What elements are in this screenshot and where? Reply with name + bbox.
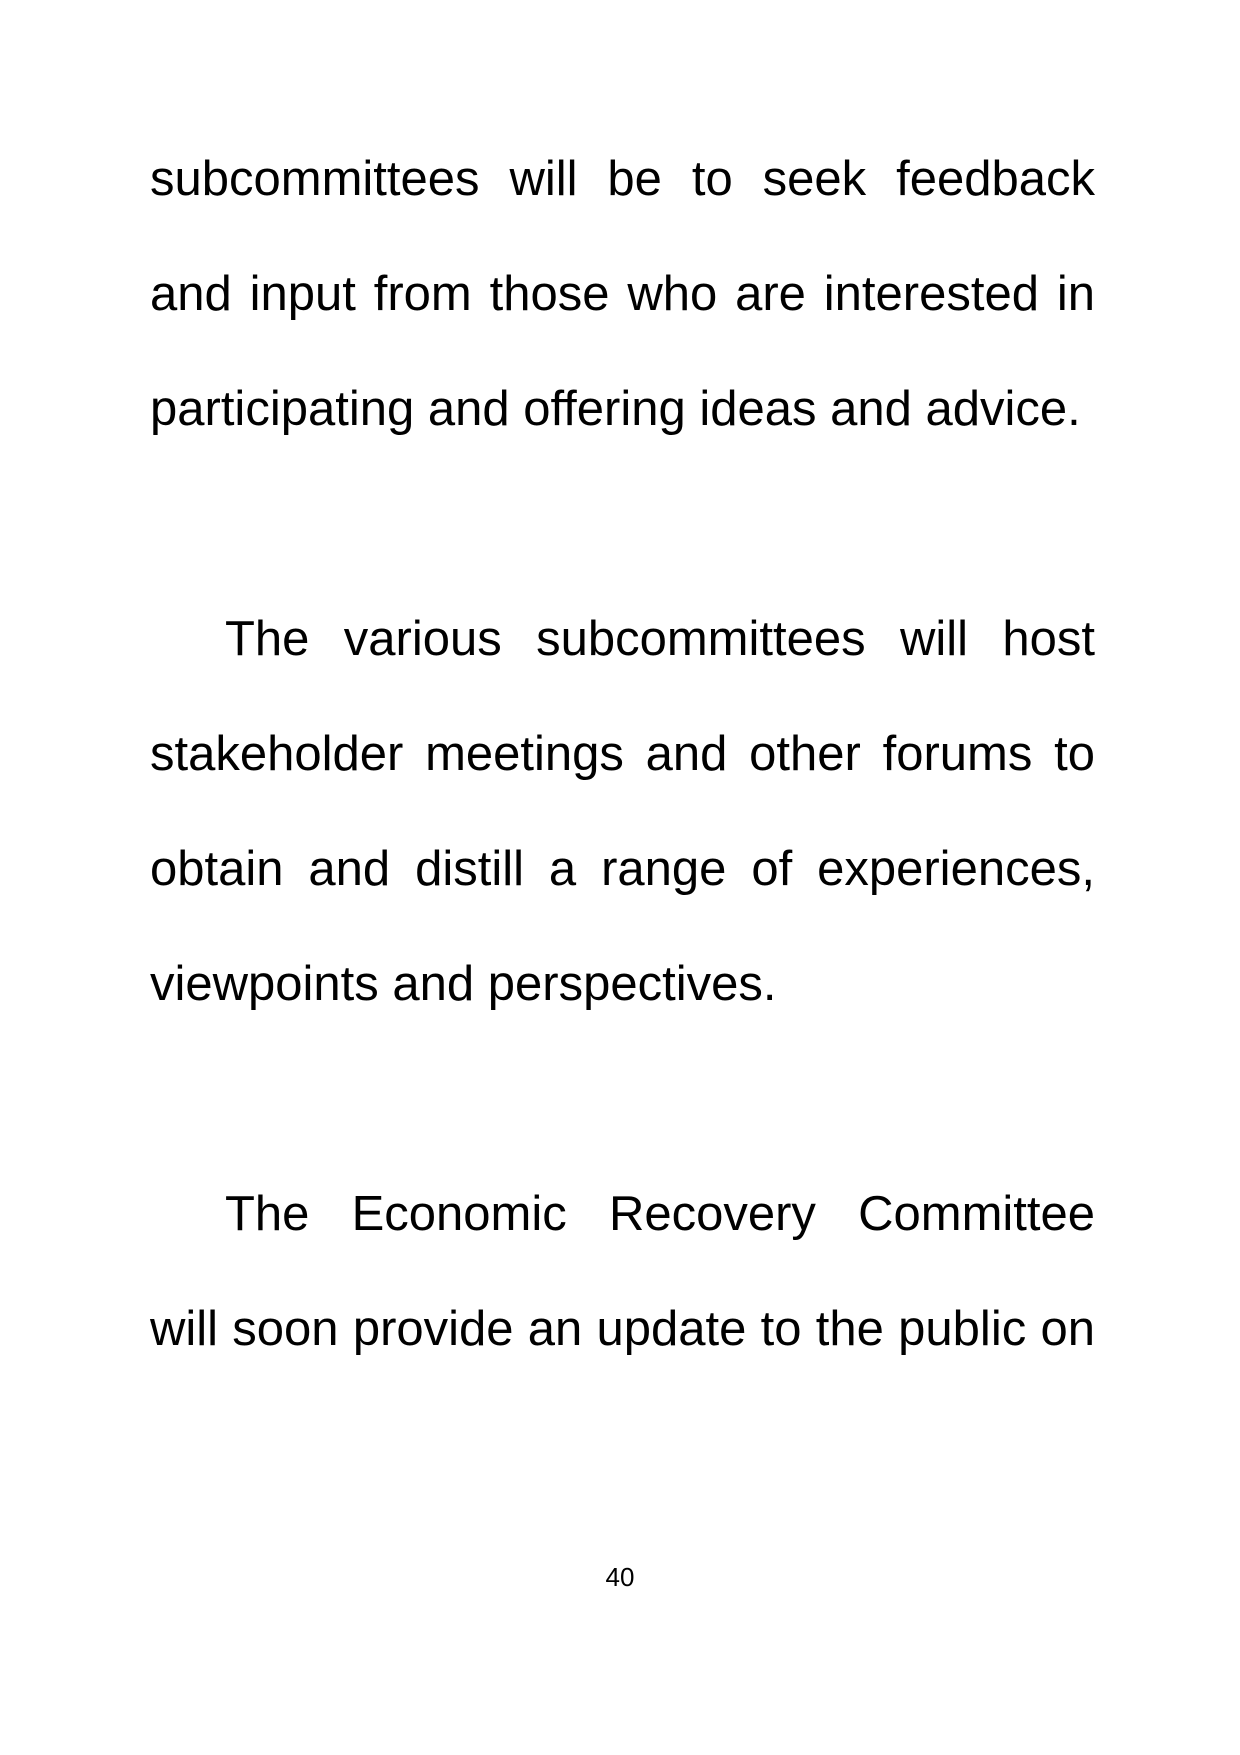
- paragraph: [150, 582, 1095, 1042]
- word: The: [225, 1187, 310, 1241]
- word: will: [899, 612, 968, 666]
- document-content: [150, 122, 1095, 1502]
- text-line: viewpoints and perspectives.: [150, 957, 777, 1011]
- word: to: [691, 152, 733, 206]
- word: host: [1002, 612, 1095, 666]
- word: Committee: [858, 1187, 1095, 1241]
- word: Recovery: [608, 1187, 816, 1241]
- paragraph: [150, 122, 1095, 467]
- word: various: [343, 612, 502, 666]
- word: and: [645, 727, 728, 781]
- word: The: [225, 612, 310, 666]
- text-line: participating and offering ideas and advice.: [150, 382, 1081, 436]
- word: and: [150, 267, 232, 321]
- word: from: [373, 267, 472, 321]
- word: public: [898, 1302, 1027, 1356]
- word: obtain: [150, 842, 284, 896]
- word: in: [1056, 267, 1095, 321]
- word: other: [749, 727, 861, 781]
- text-line: [150, 237, 1095, 352]
- text-line: [150, 1272, 1095, 1387]
- word: will: [509, 152, 578, 206]
- page-number: 40: [605, 1562, 635, 1592]
- text-line: [150, 812, 1095, 927]
- word: are: [735, 267, 806, 321]
- word: a: [548, 842, 577, 896]
- word: distill: [415, 842, 525, 896]
- word: Economic: [351, 1187, 567, 1241]
- word: subcommittees: [150, 152, 480, 206]
- word: be: [607, 152, 662, 206]
- word: input: [249, 267, 356, 321]
- word: who: [627, 267, 718, 321]
- word: forums: [882, 727, 1033, 781]
- word: range: [601, 842, 727, 896]
- page-footer: [0, 1564, 1240, 1590]
- word: an: [527, 1302, 583, 1356]
- word: to: [1054, 727, 1095, 781]
- text-line: [150, 122, 1095, 237]
- word: experiences,: [817, 842, 1095, 896]
- text-line: [150, 1157, 1095, 1272]
- word: provide: [352, 1302, 514, 1356]
- word: subcommittees: [536, 612, 866, 666]
- word: the: [815, 1302, 884, 1356]
- word: and: [308, 842, 391, 896]
- word: to: [760, 1302, 802, 1356]
- word: stakeholder: [150, 727, 404, 781]
- word: seek: [762, 152, 867, 206]
- word: of: [751, 842, 793, 896]
- text-line: [150, 582, 1095, 697]
- word: those: [489, 267, 610, 321]
- word: feedback: [896, 152, 1095, 206]
- word: on: [1040, 1302, 1095, 1356]
- paragraph: [150, 1157, 1095, 1387]
- word: soon: [232, 1302, 339, 1356]
- word: meetings: [425, 727, 624, 781]
- word: interested: [823, 267, 1039, 321]
- text-line: [150, 697, 1095, 812]
- word: will: [150, 1302, 219, 1356]
- word: update: [596, 1302, 747, 1356]
